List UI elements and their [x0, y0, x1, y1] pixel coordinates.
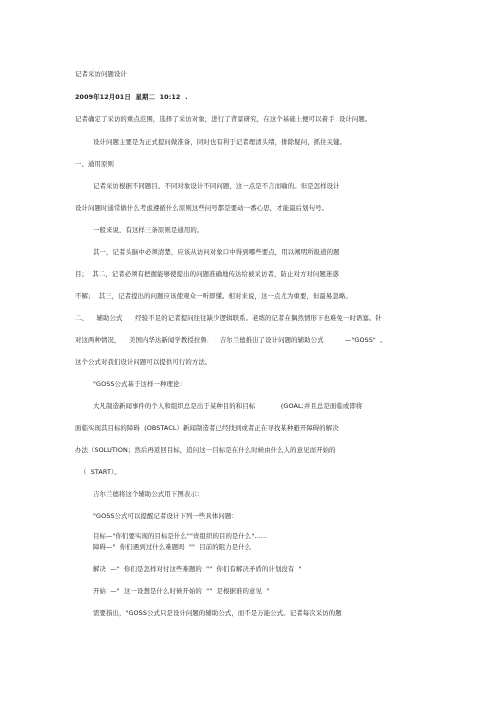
text-line: 大凡制造新闻事件的个人和组织总是出于某种目的和目标 (GOAL;并且总是面临或即将: [93, 402, 363, 410]
list-item: 开始 —" 这一设想是什么时候开始的 "" 是根据谁的意见 ": [93, 587, 270, 595]
list-item: 解决 —" 你们是怎样对付这些难题的 "" 你们有解决矛盾的计划没有 ": [93, 565, 302, 573]
text-line: 记者确定了采访的重点范围，选择了采访对象，进行了背景研究，在这个基础上便可以着手 设计问题。: [75, 115, 372, 123]
text-line: 面临实现其目标的障碍 (OBSTACL）新闻制造者已经找到或者正在寻找某种避开障碍的解决: [75, 424, 339, 432]
text-line: 不解； 其三，记者提出的问题应该使观众一听即懂。相对来说，这一点尤为重要，但最易忽略。: [75, 292, 352, 300]
text-line: 设计问题主要是为正式提问做准备，同时也有利于记者理清头绪，排除疑问，抓住关键。: [93, 138, 347, 146]
text-line: 其一，记者头脑中必须清楚，应该从访问对象口中得到哪些要点，用以阐明所报道的题: [93, 248, 340, 256]
doc-title: 记者采访问题设计: [75, 70, 127, 78]
doc-datetime: 2009年12月01日 星期二 10:12 .: [75, 93, 188, 101]
text-line: 记者采访根据不同题目、不同对象设计不同问题，这一点是不言而喻的。但是怎样设计: [93, 182, 340, 190]
list-item: 障碍—" 你们遇到过什么难题吗 "" 目前的阻力是什么: [93, 543, 252, 551]
text-line: 办法（SOLUTION；然后再返回目标，追问这一目标是在什么时候由什么人的意见而开始的: [75, 446, 336, 454]
list-item: 目标—"你们要实现的目标是什么""贵组织的目的是什么"……: [93, 532, 268, 540]
text-line: （ START）。: [80, 468, 121, 476]
text-line: 对这两种情况， 美国内华达新闻学教授拉鲁． 吉尔兰德推出了设计问题的辅助公式 —"GOSS" 。: [75, 336, 387, 344]
section-heading: 二、 辅助公式 经验不足的记者提问往往缺少逻辑联系。老练的记者在偶然情形下也难免一时语塞。针: [75, 314, 382, 322]
text-line: 目； 其二，记者必须有把握能够使提出的问题准确地传达给被采访者，防止对方对问题迷惑: [75, 270, 339, 278]
text-line: 吉尔兰德将这个辅助公式用下图表示：: [93, 490, 204, 498]
section-heading: 一、通用原则: [75, 160, 114, 168]
text-line: 设计问题时通常做什么考虑遵循什么原则这些问号都是要动一番心思，才能最后划句号。: [75, 204, 329, 212]
text-line: 一般来说，有这样三条原则是通用的。: [93, 226, 204, 234]
text-line: 需要指出，"GOSS公式只是设计问题的辅助公式，而不是万能公式。记者每次采访的题: [93, 609, 342, 617]
text-line: 这个公式对我们设计问题可以提供可行的方法。: [75, 358, 212, 366]
text-line: "GOSS公式可以提醒记者设计下列一些具体问题：: [93, 512, 238, 520]
text-line: "GOSS公式基于这样一种理论：: [93, 380, 186, 388]
